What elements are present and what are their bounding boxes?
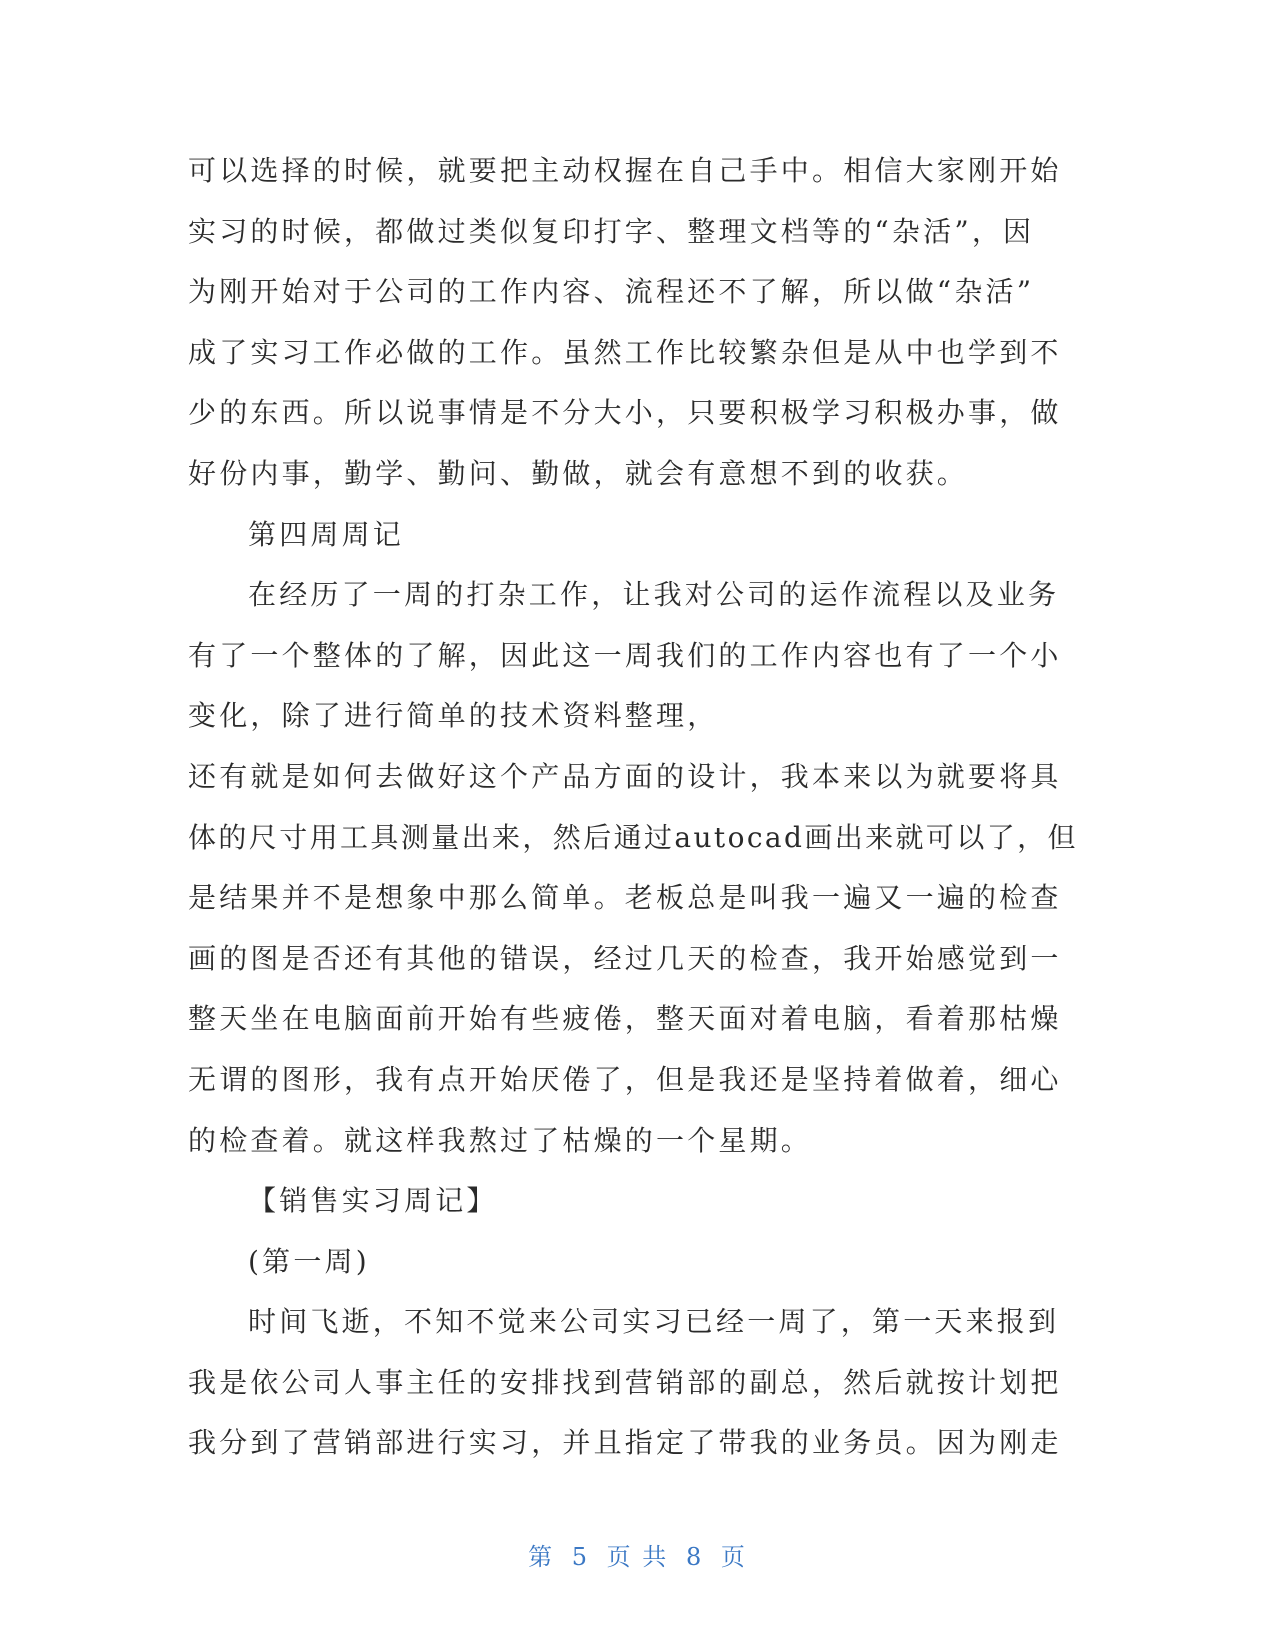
text-line: 可以选择的时候，就要把主动权握在自己手中。相信大家刚开始 bbox=[188, 154, 1062, 187]
footer-suffix: 页 bbox=[720, 1543, 747, 1571]
text-line: 为刚开始对于公司的工作内容、流程还不了解，所以做“杂活” bbox=[188, 275, 1035, 309]
text-line: 变化，除了进行简单的技术资料整理， bbox=[188, 699, 719, 733]
text-line: 在经历了一周的打杂工作，让我对公司的运作流程以及业务 bbox=[248, 578, 1060, 612]
text-line: 【销售实习周记】 bbox=[248, 1184, 498, 1218]
text-line: 体的尺寸用工具测量出来，然后通过autocad画出来就可以了，但 bbox=[188, 820, 1078, 854]
text-line: 画的图是否还有其他的错误，经过几天的检查，我开始感觉到一 bbox=[188, 941, 1062, 975]
text-line: 有了一个整体的了解，因此这一周我们的工作内容也有了一个小 bbox=[188, 638, 1062, 672]
text-line: (第一周) bbox=[248, 1244, 370, 1278]
footer-total-pages: 8 bbox=[685, 1543, 704, 1571]
page-footer bbox=[0, 1537, 1275, 1572]
text-line: 少的东西。所以说事情是不分大小，只要积极学习积极办事，做 bbox=[188, 396, 1062, 430]
text-line: 我是依公司人事主任的安排找到营销部的副总，然后就按计划把 bbox=[188, 1365, 1062, 1399]
text-line: 我分到了营销部进行实习，并且指定了带我的业务员。因为刚走 bbox=[188, 1426, 1062, 1460]
footer-page-number: 5 bbox=[571, 1543, 590, 1571]
text-line: 还有就是如何去做好这个产品方面的设计，我本来以为就要将具 bbox=[188, 759, 1062, 793]
text-line: 整天坐在电脑面前开始有些疲倦，整天面对着电脑，看着那枯燥 bbox=[188, 1002, 1062, 1036]
footer-mid: 页 共 bbox=[606, 1543, 669, 1571]
text-line: 的检查着。就这样我熬过了枯燥的一个星期。 bbox=[188, 1123, 813, 1157]
document-body bbox=[188, 141, 1078, 1474]
footer-prefix: 第 bbox=[528, 1543, 555, 1571]
text-line: 好份内事，勤学、勤问、勤做，就会有意想不到的收获。 bbox=[188, 456, 969, 490]
text-line: 第四周周记 bbox=[248, 517, 405, 551]
text-line: 实习的时候，都做过类似复印打字、整理文档等的“杂活”，因 bbox=[188, 214, 1035, 248]
text-line: 是结果并不是想象中那么简单。老板总是叫我一遍又一遍的检查 bbox=[188, 881, 1062, 915]
text-line: 无谓的图形，我有点开始厌倦了，但是我还是坚持着做着，细心 bbox=[188, 1062, 1062, 1096]
text-line: 时间飞逝，不知不觉来公司实习已经一周了，第一天来报到 bbox=[248, 1305, 1060, 1339]
text-line: 成了实习工作必做的工作。虽然工作比较繁杂但是从中也学到不 bbox=[188, 335, 1062, 369]
